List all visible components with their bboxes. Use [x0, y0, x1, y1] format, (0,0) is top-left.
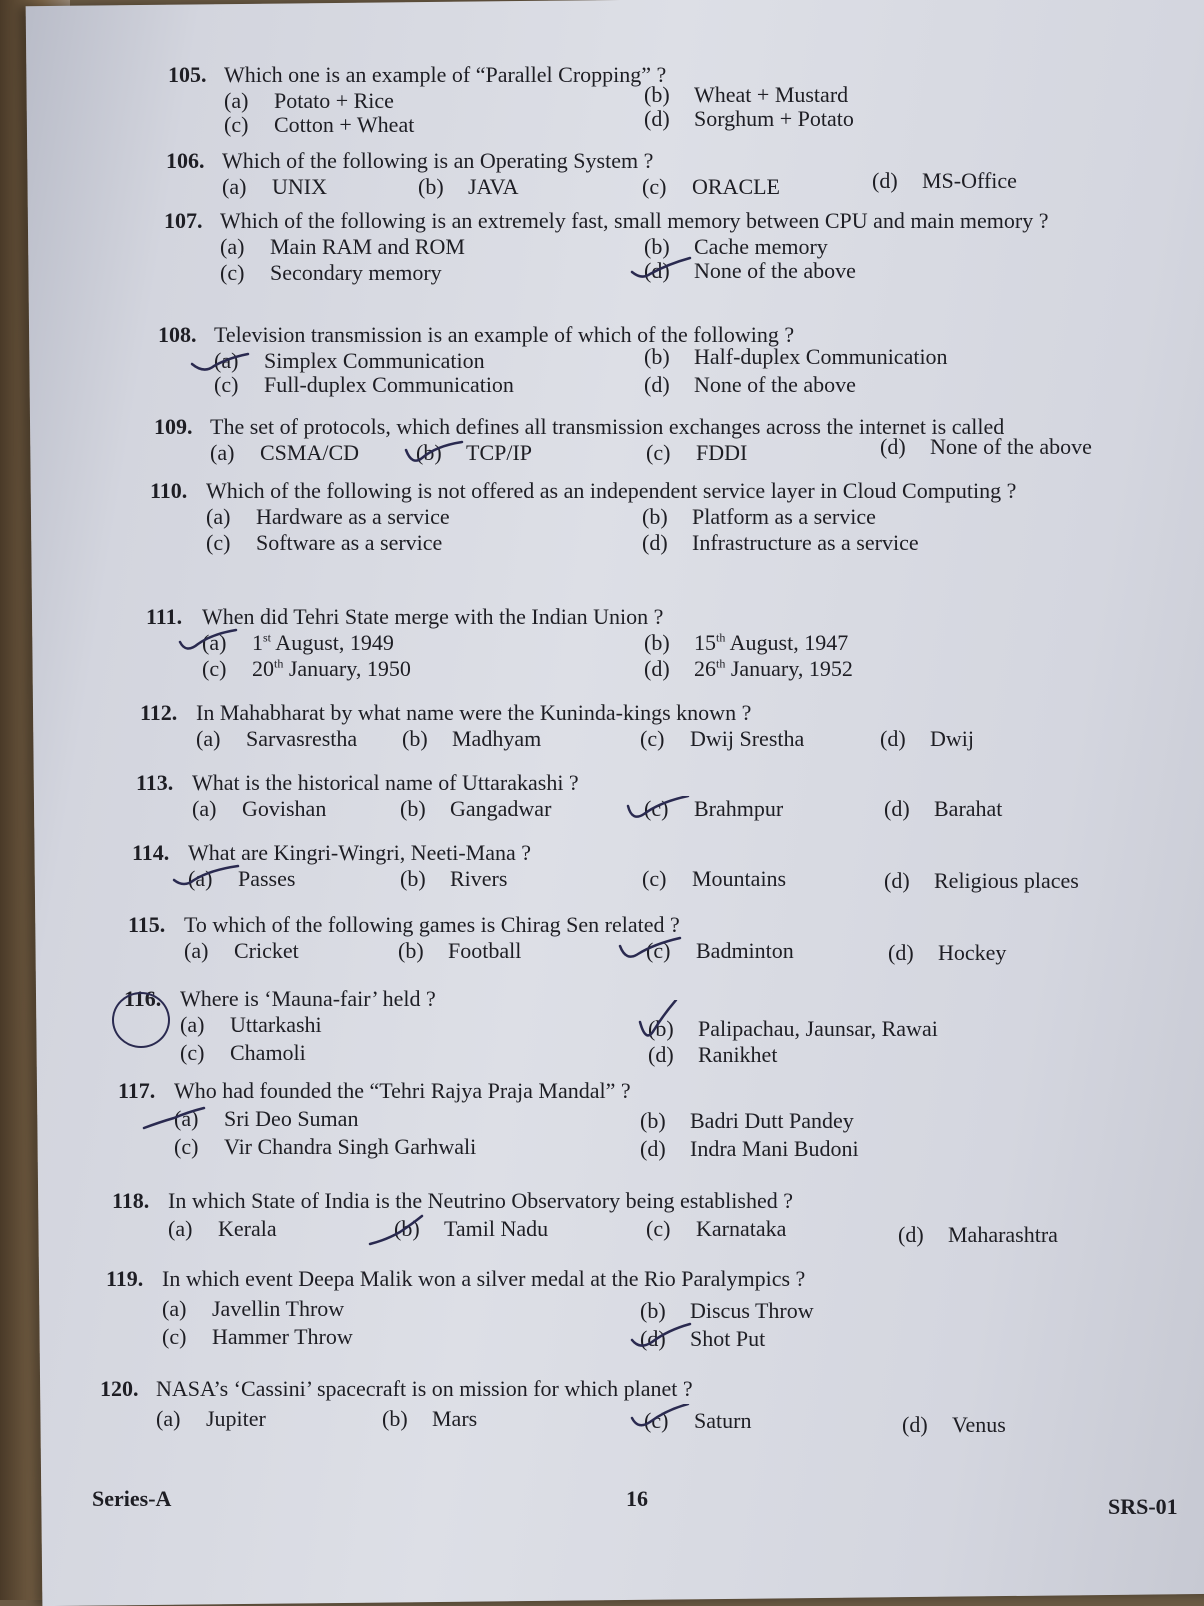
- option-c: (c) Badminton: [646, 938, 794, 963]
- option-b: (b) Mars: [382, 1406, 478, 1431]
- question-113: [136, 770, 1136, 826]
- option-a: (a) UNIX: [222, 174, 327, 199]
- option-a: (a) Jupiter: [156, 1406, 266, 1431]
- option-b: (b) Palipachau, Jaunsar, Rawai: [648, 1016, 938, 1041]
- option-a: (a) Hardware as a service: [206, 504, 450, 529]
- option-d: (d) Indra Mani Budoni: [640, 1136, 859, 1161]
- question-117: [118, 1078, 1118, 1160]
- option-c: (c) Mountains: [642, 866, 787, 891]
- option-d: (d) Sorghum + Potato: [644, 106, 854, 131]
- option-d: (d) MS-Office: [872, 168, 1017, 193]
- question-text: Television transmission is an example of which of the following ?: [214, 322, 795, 347]
- option-d: (d) Infrastructure as a service: [642, 530, 919, 555]
- question-text: What are Kingri-Wingri, Neeti-Mana ?: [188, 840, 532, 865]
- option-a: (a) Main RAM and ROM: [220, 234, 465, 259]
- option-a: (a) Sarvasrestha: [196, 726, 358, 751]
- question-111: [146, 604, 1146, 684]
- question-number: 115.: [128, 912, 166, 937]
- question-text: Which of the following is not offered as an independent service layer in Cloud Computing ?: [206, 478, 1017, 503]
- series-label: Series-A: [92, 1486, 172, 1511]
- question-text: To which of the following games is Chirag Sen related ?: [184, 912, 680, 937]
- question-text: In Mahabharat by what name were the Kuninda-kings known ?: [196, 700, 752, 725]
- option-c: (c) Hammer Throw: [162, 1324, 353, 1349]
- question-number: 118.: [112, 1188, 150, 1213]
- question-number: 116.: [124, 986, 162, 1011]
- option-a: (a) Potato + Rice: [224, 88, 394, 113]
- option-b: (b) 15th August, 1947: [644, 630, 849, 655]
- question-text: Which of the following is an extremely fast, small memory between CPU and main memory ?: [220, 208, 1049, 233]
- option-b: (b) Tamil Nadu: [394, 1216, 549, 1241]
- question-text: Who had founded the “Tehri Rajya Praja Mandal” ?: [174, 1078, 631, 1103]
- question-text: Which one is an example of “Parallel Cropping” ?: [224, 62, 667, 87]
- question-text: Which of the following is an Operating System ?: [222, 148, 654, 173]
- question-number: 112.: [140, 700, 178, 725]
- option-a: (a) CSMA/CD: [210, 440, 360, 465]
- option-a: (a) Passes: [188, 866, 296, 891]
- option-a: (a) Kerala: [168, 1216, 277, 1241]
- option-c: (c) Full-duplex Communication: [214, 372, 514, 397]
- option-c: (c) Karnataka: [646, 1216, 787, 1241]
- question-text: What is the historical name of Uttarakashi ?: [192, 770, 579, 795]
- option-a: (a) Uttarkashi: [180, 1012, 322, 1037]
- option-d: (d) Religious places: [884, 868, 1079, 893]
- paper-code: SRS-01: [1108, 1494, 1178, 1519]
- question-105: [168, 62, 1168, 138]
- option-d: (d) Maharashtra: [898, 1222, 1058, 1247]
- question-number: 105.: [168, 62, 207, 87]
- option-b: (b) Platform as a service: [642, 504, 876, 529]
- question-number: 109.: [154, 414, 193, 439]
- question-number: 117.: [118, 1078, 156, 1103]
- option-c: (c) Vir Chandra Singh Garhwali: [174, 1134, 477, 1159]
- option-d: (d) Dwij: [880, 726, 974, 751]
- option-b: (b) TCP/IP: [416, 440, 533, 465]
- page-number: 16: [626, 1486, 648, 1511]
- question-number: 120.: [100, 1376, 139, 1401]
- option-d: (d) Barahat: [884, 796, 1003, 821]
- option-c: (c) Secondary memory: [220, 260, 442, 285]
- option-d: (d) Hockey: [888, 940, 1007, 965]
- question-106: [166, 148, 1166, 204]
- option-c: (c) Brahmpur: [644, 796, 784, 821]
- option-c: (c) 20th January, 1950: [202, 656, 411, 681]
- question-text: In which State of India is the Neutrino Observatory being established ?: [168, 1188, 794, 1213]
- question-number: 113.: [136, 770, 174, 795]
- option-d: (d) Shot Put: [640, 1326, 766, 1351]
- question-118: [112, 1188, 1112, 1247]
- question-120: [100, 1376, 1100, 1437]
- option-a: (a) Simplex Communication: [214, 348, 485, 373]
- option-b: (b) Gangadwar: [400, 796, 552, 821]
- question-text: In which event Deepa Malik won a silver medal at the Rio Paralympics ?: [162, 1266, 806, 1291]
- question-107: [164, 208, 1124, 288]
- option-d: (d) Venus: [902, 1412, 1006, 1437]
- option-b: (b) Half-duplex Communication: [644, 344, 948, 369]
- question-116: [124, 986, 1124, 1066]
- question-108: [158, 322, 1158, 402]
- question-number: 106.: [166, 148, 205, 173]
- option-c: (c) Software as a service: [206, 530, 443, 555]
- option-b: (b) Discus Throw: [640, 1298, 814, 1323]
- question-119: [106, 1266, 1106, 1351]
- question-110: [150, 478, 1130, 558]
- question-114: [132, 840, 1132, 896]
- option-d: (d) Ranikhet: [648, 1042, 778, 1067]
- question-number: 114.: [132, 840, 170, 865]
- option-a: (a) Cricket: [184, 938, 299, 963]
- question-circle-mark: [112, 992, 170, 1048]
- question-text: Where is ‘Mauna-fair’ held ?: [180, 986, 436, 1011]
- option-c: (c) Dwij Srestha: [640, 726, 805, 751]
- question-number: 119.: [106, 1266, 144, 1291]
- question-115: [128, 912, 1128, 968]
- question-number: 110.: [150, 478, 188, 503]
- question-number: 108.: [158, 322, 197, 347]
- question-text: The set of protocols, which defines all transmission exchanges across the internet is called: [210, 414, 1005, 439]
- option-c: (c) Cotton + Wheat: [224, 112, 415, 137]
- option-d: (d) None of the above: [644, 372, 856, 397]
- option-b: (b) Madhyam: [402, 726, 542, 751]
- option-c: (c) FDDI: [646, 440, 748, 465]
- question-text: When did Tehri State merge with the Indian Union ?: [202, 604, 664, 629]
- question-text: NASA’s ‘Cassini’ spacecraft is on mission for which planet ?: [156, 1376, 693, 1401]
- option-b: (b) Cache memory: [644, 234, 828, 259]
- option-d: (d) None of the above: [644, 258, 856, 283]
- option-c: (c) Saturn: [644, 1408, 752, 1433]
- option-b: (b) Wheat + Mustard: [644, 82, 849, 107]
- question-109: [154, 414, 1134, 470]
- option-d: (d) None of the above: [880, 434, 1092, 459]
- option-b: (b) Badri Dutt Pandey: [640, 1108, 854, 1133]
- option-a: (a) Govishan: [192, 796, 327, 821]
- option-b: (b) Football: [398, 938, 522, 963]
- question-number: 111.: [146, 604, 183, 629]
- option-b: (b) JAVA: [418, 174, 519, 199]
- option-c: (c) Chamoli: [180, 1040, 306, 1065]
- option-c: (c) ORACLE: [642, 174, 780, 199]
- option-a: (a) Javellin Throw: [162, 1296, 345, 1321]
- question-number: 107.: [164, 208, 203, 233]
- option-b: (b) Rivers: [400, 866, 508, 891]
- option-a: (a) Sri Deo Suman: [174, 1106, 359, 1131]
- option-d: (d) 26th January, 1952: [644, 656, 853, 681]
- option-a: (a) 1st August, 1949: [202, 630, 394, 655]
- question-112: [140, 700, 1140, 756]
